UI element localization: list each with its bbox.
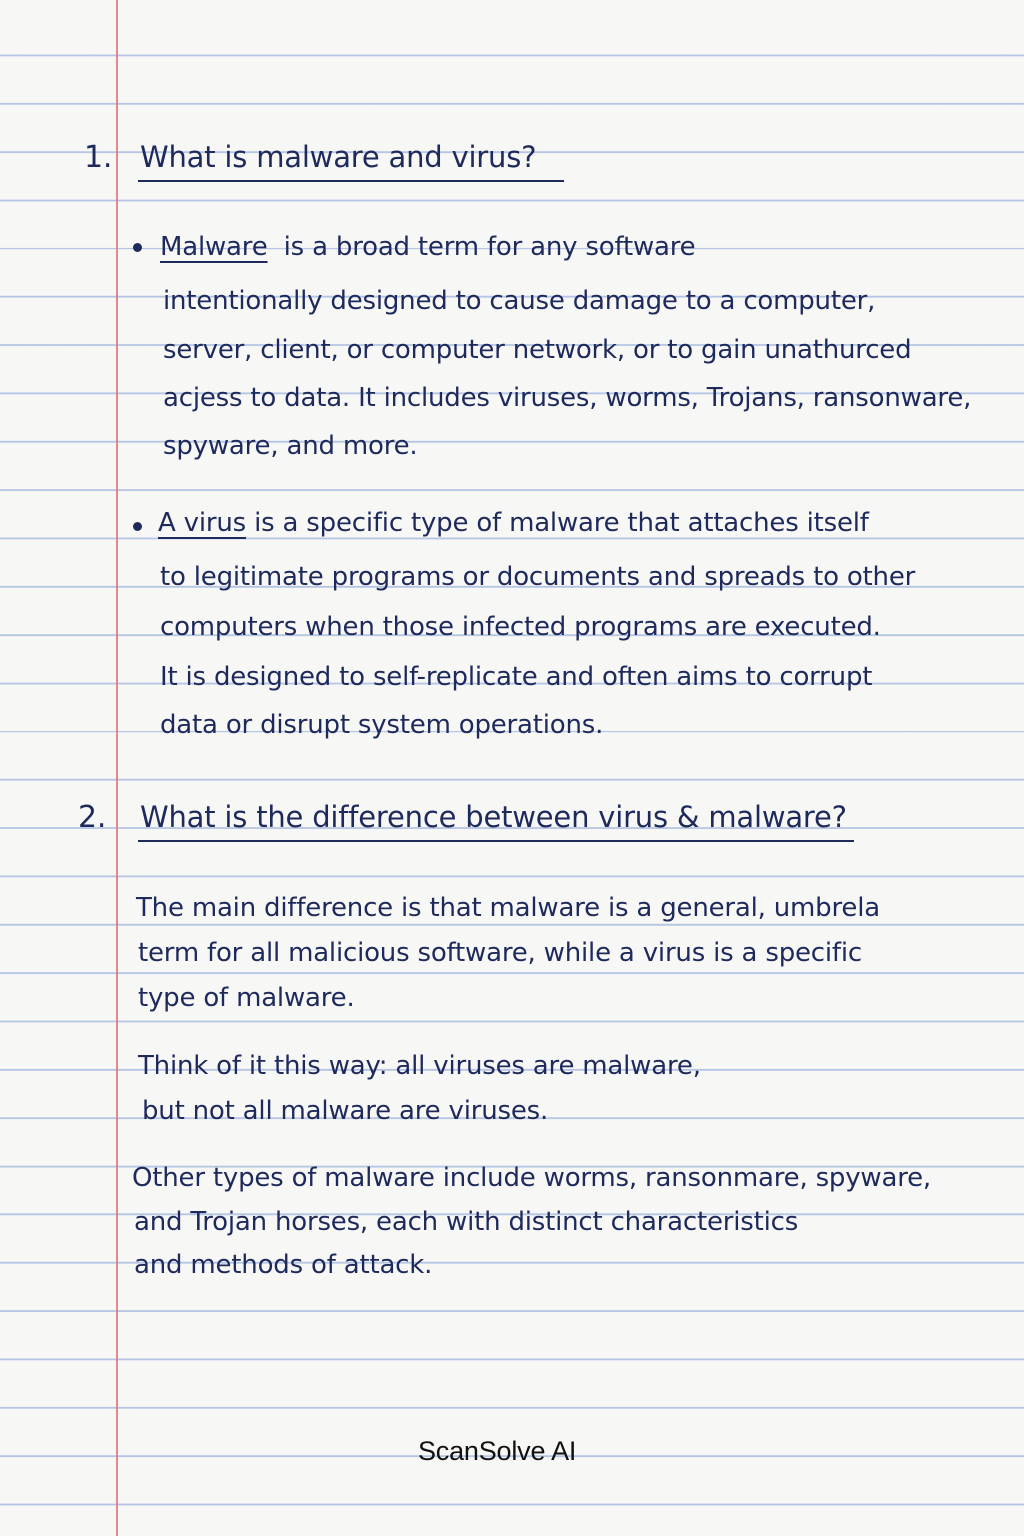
bullet-2-line: to legitimate programs or documents and spreads to other [160, 562, 916, 592]
bullet-1-line: server, client, or computer network, or to gain unathurced [163, 335, 912, 365]
bullet-1-line: acjess to data. It includes viruses, worms, Trojans, ransonware, [163, 383, 972, 413]
answer-paragraph-1-line: The main difference is that malware is a general, umbrela [136, 893, 880, 923]
question-1-underline [138, 180, 564, 182]
bullet-1-first-line [160, 232, 695, 262]
bullet-1-line: intentionally designed to cause damage to a computer, [163, 286, 876, 316]
question-2-title: What is the difference between virus & malware? [140, 800, 847, 834]
bullet-2-line: It is designed to self-replicate and often aims to corrupt [160, 662, 873, 692]
answer-paragraph-2-line: but not all malware are viruses. [142, 1096, 549, 1126]
question-2-underline [138, 840, 854, 842]
answer-paragraph-3-line: and Trojan horses, each with distinct characteristics [134, 1207, 799, 1237]
answer-paragraph-2-line: Think of it this way: all viruses are malware, [138, 1051, 701, 1081]
question-1-title: What is malware and virus? [140, 140, 537, 174]
answer-paragraph-1-line: term for all malicious software, while a virus is a specific [138, 938, 862, 968]
term-malware: Malware [160, 232, 268, 262]
bullet-1-lead: is a broad term for any software [283, 232, 696, 262]
bullet-1-line: spyware, and more. [163, 431, 418, 461]
question-1-number: 1. [84, 140, 113, 175]
bullet-dot [133, 243, 142, 252]
answer-paragraph-1-line: type of malware. [138, 983, 355, 1013]
bullet-dot [133, 522, 142, 531]
margin-line [116, 0, 118, 1536]
bullet-2-lead: is a specific type of malware that attaches itself [254, 508, 869, 538]
bullet-2-line: computers when those infected programs are executed. [160, 612, 881, 642]
brand-footer: ScanSolve AI [418, 1436, 577, 1466]
question-2-number: 2. [78, 800, 107, 835]
answer-paragraph-3-line: Other types of malware include worms, ransonmare, spyware, [132, 1163, 931, 1193]
term-virus: A virus [158, 508, 246, 538]
answer-paragraph-3-line: and methods of attack. [134, 1250, 433, 1280]
bullet-2-first-line [158, 508, 869, 538]
bullet-2-line: data or disrupt system operations. [160, 710, 604, 740]
